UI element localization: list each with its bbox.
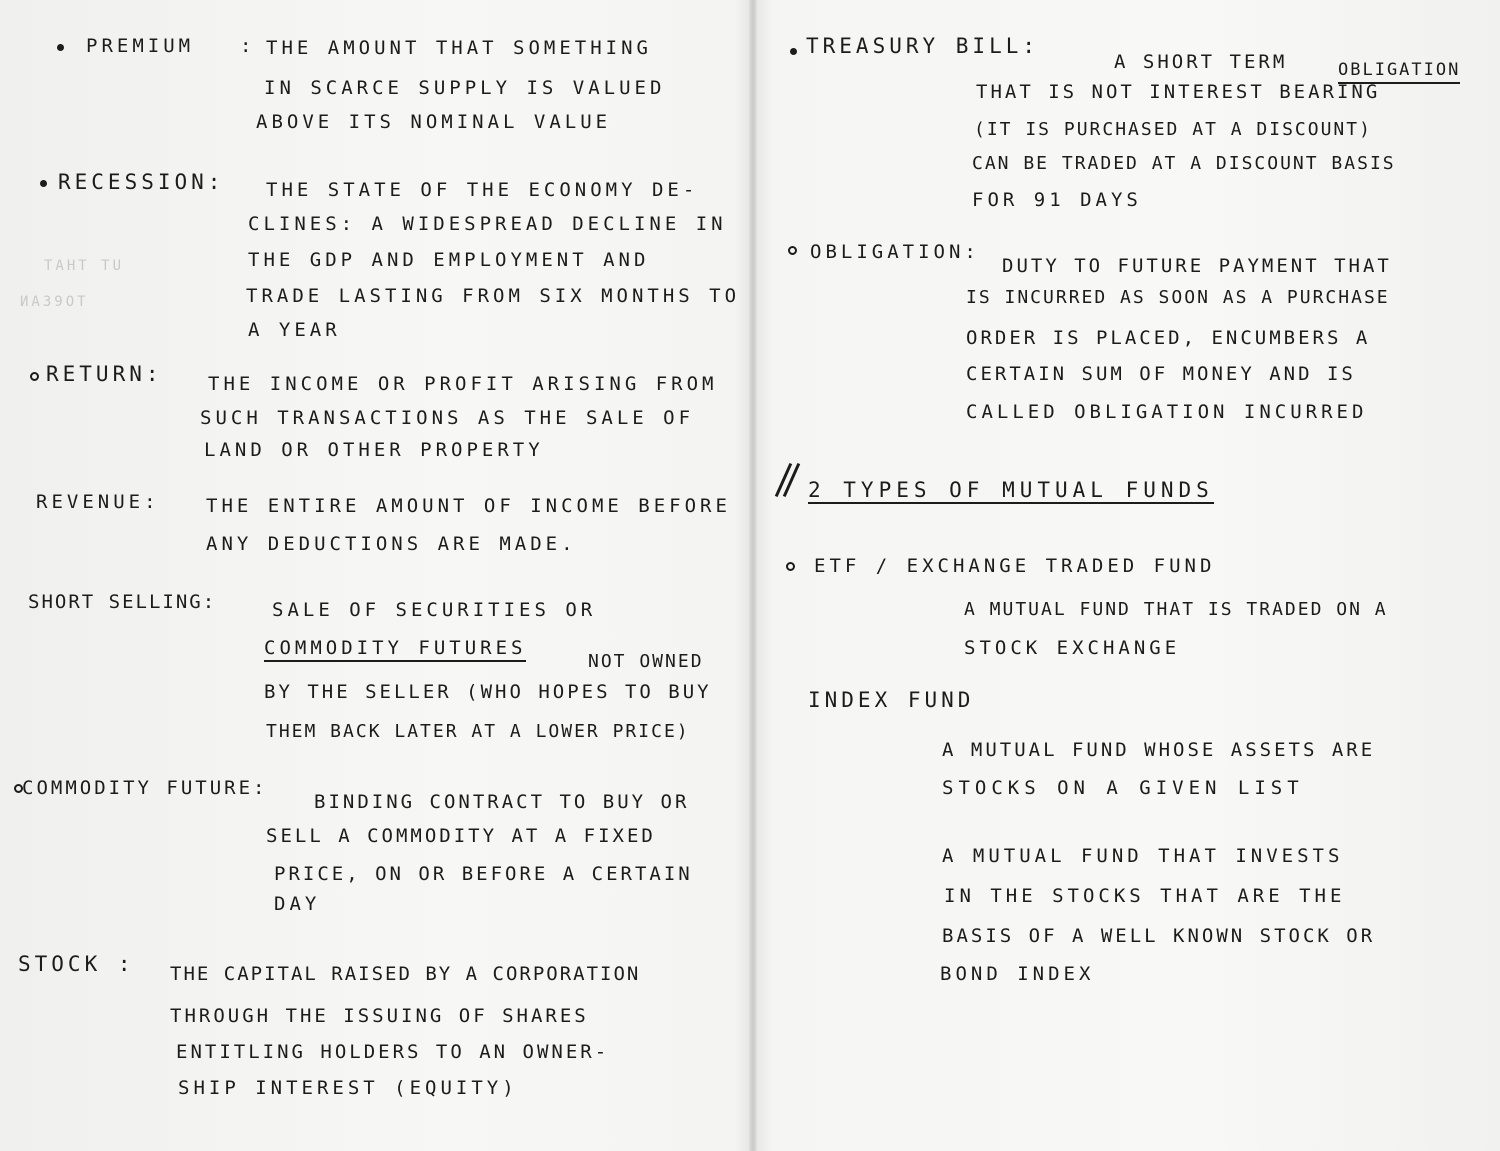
term-revenue: REVENUE: <box>36 491 160 513</box>
term-stock: STOCK : <box>18 952 135 976</box>
definition-line: LAND OR OTHER PROPERTY <box>204 439 544 461</box>
definition-line: SELL A COMMODITY AT A FIXED <box>266 825 656 847</box>
definition-line: BASIS OF A WELL KNOWN STOCK OR <box>942 925 1376 947</box>
term-commodity-future: COMMODITY FUTURE: <box>22 777 268 799</box>
bullet-dot <box>57 44 64 51</box>
bullet-ring <box>786 562 795 571</box>
term-return: RETURN: <box>46 362 163 386</box>
double-slash-mark <box>783 463 800 497</box>
term-short-selling: SHORT SELLING: <box>28 591 217 613</box>
term-separator: : <box>240 35 256 57</box>
definition-line: BOND INDEX <box>940 963 1095 985</box>
right-page <box>756 0 1500 1151</box>
ghost-bleed-text: TAHT TU <box>44 258 125 274</box>
term-recession: RECESSION: <box>58 170 225 194</box>
definition-line: A SHORT TERM <box>1114 51 1288 73</box>
definition-line: DAY <box>274 893 321 915</box>
underlined-term-obligation: OBLIGATION <box>1338 58 1460 84</box>
definition-line: THE AMOUNT THAT SOMETHING <box>266 37 652 59</box>
bullet-ring <box>30 372 39 381</box>
definition-line: CERTAIN SUM OF MONEY AND IS <box>966 363 1356 385</box>
term-premium: PREMIUM <box>86 35 195 57</box>
underlined-term-commodity-futures: COMMODITY FUTURES <box>264 636 526 662</box>
definition-line: SUCH TRANSACTIONS AS THE SALE OF <box>200 407 695 429</box>
definition-line: A MUTUAL FUND THAT IS TRADED ON A <box>964 599 1388 620</box>
definition-line: CALLED OBLIGATION INCURRED <box>966 401 1368 423</box>
term-treasury-bill: TREASURY BILL: <box>806 34 1040 58</box>
definition-line: NOT OWNED <box>588 651 704 672</box>
definition-line: STOCK EXCHANGE <box>964 637 1181 659</box>
definition-line: THAT IS NOT INTEREST BEARING <box>976 81 1381 103</box>
definition-line: A YEAR <box>248 319 341 341</box>
definition-line: CAN BE TRADED AT A DISCOUNT BASIS <box>972 153 1396 174</box>
definition-line: IN THE STOCKS THAT ARE THE <box>944 885 1346 907</box>
definition-line: ENTITLING HOLDERS TO AN OWNER- <box>176 1041 610 1063</box>
definition-line: BY THE SELLER (WHO HOPES TO BUY <box>264 681 712 703</box>
definition-line: ABOVE ITS NOMINAL VALUE <box>256 111 612 133</box>
term-index-fund: INDEX FUND <box>808 688 975 712</box>
definition-line: ORDER IS PLACED, ENCUMBERS A <box>966 327 1371 349</box>
definition-line: THE GDP AND EMPLOYMENT AND <box>248 249 650 271</box>
bullet-dot <box>40 180 47 187</box>
definition-line: (IT IS PURCHASED AT A DISCOUNT) <box>974 119 1372 140</box>
term-etf: ETF / EXCHANGE TRADED FUND <box>814 555 1216 577</box>
definition-line: ANY DEDUCTIONS ARE MADE. <box>206 533 577 555</box>
definition-line: STOCKS ON A GIVEN LIST <box>942 777 1304 799</box>
definition-line: SHIP INTEREST (EQUITY) <box>178 1077 518 1099</box>
definition-line: A MUTUAL FUND WHOSE ASSETS ARE <box>942 739 1376 761</box>
definition-line: THE ENTIRE AMOUNT OF INCOME BEFORE <box>206 495 731 517</box>
bullet-ring <box>788 246 797 255</box>
definition-line: BINDING CONTRACT TO BUY OR <box>314 791 690 813</box>
definition-line: IN SCARCE SUPPLY IS VALUED <box>264 77 666 99</box>
definition-line: DUTY TO FUTURE PAYMENT THAT <box>1002 255 1392 277</box>
definition-line: IS INCURRED AS SOON AS A PURCHASE <box>966 287 1390 308</box>
definition-line: THE INCOME OR PROFIT ARISING FROM <box>208 373 718 395</box>
definition-line: TRADE LASTING FROM SIX MONTHS TO <box>246 285 741 307</box>
definition-line: SALE OF SECURITIES OR <box>272 599 597 621</box>
section-heading: 2 TYPES OF MUTUAL FUNDS <box>808 478 1214 502</box>
ghost-bleed-text: ИАЗ9ОТ <box>20 294 89 310</box>
term-obligation: OBLIGATION: <box>810 241 980 263</box>
definition-line: FOR 91 DAYS <box>972 189 1142 211</box>
definition-line: THE STATE OF THE ECONOMY DE- <box>266 179 699 201</box>
definition-line: PRICE, ON OR BEFORE A CERTAIN <box>274 863 693 885</box>
definition-line: CLINES: A WIDESPREAD DECLINE IN <box>248 213 727 235</box>
bullet-dot <box>790 48 797 55</box>
definition-line: THROUGH THE ISSUING OF SHARES <box>170 1005 589 1027</box>
definition-line: A MUTUAL FUND THAT INVESTS <box>942 845 1344 867</box>
definition-line: THE CAPITAL RAISED BY A CORPORATION <box>170 963 641 985</box>
definition-line: THEM BACK LATER AT A LOWER PRICE) <box>266 721 690 742</box>
